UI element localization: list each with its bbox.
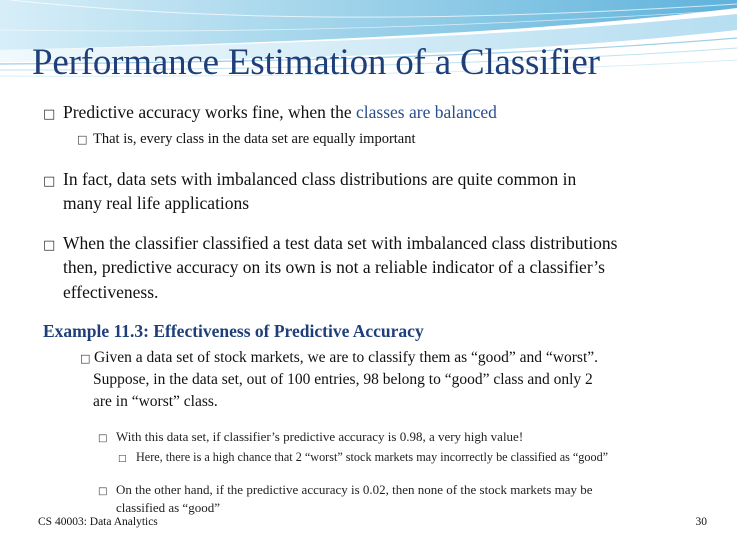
square-bullet-icon: □ [80,352,91,365]
example-paragraph-line: Suppose, in the data set, out of 100 entries, 98 belong to “good” class and only 2 [93,371,593,388]
bullet-text-line: effectiveness. [63,282,159,302]
square-bullet-icon: □ [43,174,56,189]
example-paragraph-line: are in “worst” class. [93,393,218,410]
bullet-text-line: many real life applications [63,193,250,213]
square-bullet-icon: □ [118,454,127,464]
slide-title: Performance Estimation of a Classifier [32,42,600,83]
footer-page-number: 30 [695,516,707,528]
square-bullet-icon: □ [77,133,88,146]
square-bullet-icon: □ [98,433,108,444]
sub-bullet-item [77,131,416,148]
square-bullet-icon: □ [98,486,108,497]
sub-bullet-text: That is, every class in the data set are equally important [93,131,416,147]
bullet-text-line: In fact, data sets with imbalanced class distributions are quite common in [63,169,577,189]
square-bullet-icon: □ [43,107,56,122]
example-paragraph-line: Given a data set of stock markets, we are to classify them as “good” and “worst”. [94,349,599,366]
bullet-text-line: When the classifier classified a test data set with imbalanced class distributions [63,233,618,253]
bullet-accent-text: classes are balanced [356,102,497,122]
example-point-text: On the other hand, if the predictive accuracy is 0.02, then none of the stock markets may be [116,482,593,497]
bullet-text: Predictive accuracy works fine, when the [63,102,357,122]
example-point-text: With this data set, if classifier’s predictive accuracy is 0.98, a very high value! [116,429,524,444]
example-heading: Example 11.3: Effectiveness of Predictive Accuracy [43,321,424,341]
square-bullet-icon: □ [43,238,56,253]
example-sub-point-text: Here, there is a high chance that 2 “worst” stock markets may incorrectly be classified as “good” [136,450,609,464]
footer-course: CS 40003: Data Analytics [38,516,158,528]
bullet-item [43,102,497,123]
example-sub-point [118,450,608,465]
bullet-item [43,169,576,190]
example-point [98,482,593,498]
bullet-text-line: then, predictive accuracy on its own is not a reliable indicator of a classifier’s [63,257,605,277]
bullet-item [43,233,618,254]
example-paragraph [80,349,598,367]
example-point-text: classified as “good” [116,500,220,515]
example-point [98,429,523,445]
